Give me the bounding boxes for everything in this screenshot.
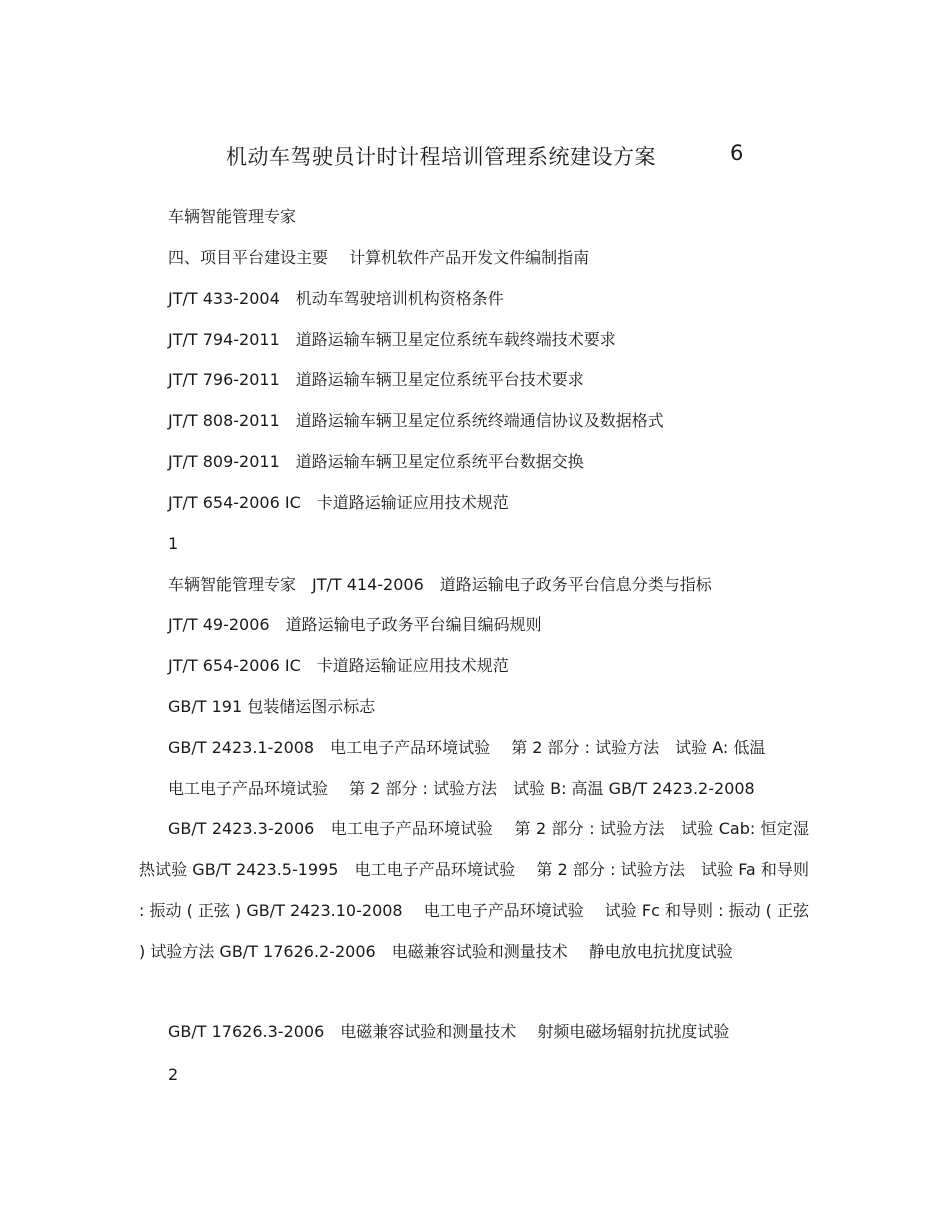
document-title: 机动车驾驶员计时计程培训管理系统建设方案 (226, 145, 656, 169)
page-number: 2 (168, 1065, 179, 1084)
standard-line: GB/T 2423.1-2008 电工电子产品环境试验 第 2 部分 : 试验方法 试验 A: 低温 (168, 738, 766, 757)
standard-line: JT/T 796-2011 道路运输车辆卫星定位系统平台技术要求 (168, 370, 584, 389)
standards-paragraph: GB/T 2423.3-2006 电工电子产品环境试验 第 2 部分 : 试验方法 试验 Cab: 恒定湿热试验 GB/T 2423.5-1995 电工电子产品环境试验 第 2 部分 : 试验方法 试验 Fa 和导则 : 振动 ( 正弦 ) GB/T 2423.10-2008 电工电子产品环境试验 试验 Fc 和导则 : 振动 ( 正弦 ) 试验方法 GB/T 17626.2-2006 电磁兼容试验和测量技术 静电放电抗扰度试验 (139, 819, 809, 961)
chapter-number: 6 (730, 141, 744, 165)
standard-line: JT/T 794-2011 道路运输车辆卫星定位系统车载终端技术要求 (168, 330, 616, 349)
page-number: 1 (168, 534, 179, 553)
section-heading: 四、项目平台建设主要 计算机软件产品开发文件编制指南 (168, 248, 590, 267)
standard-line: JT/T 654-2006 IC 卡道路运输证应用技术规范 (168, 656, 509, 675)
text-line: 车辆智能管理专家 (168, 207, 297, 226)
standard-line: JT/T 654-2006 IC 卡道路运输证应用技术规范 (168, 493, 509, 512)
standard-line: 车辆智能管理专家 JT/T 414-2006 道路运输电子政务平台信息分类与指标 (168, 575, 712, 594)
standard-line: JT/T 49-2006 道路运输电子政务平台编目编码规则 (168, 615, 542, 634)
standard-line: GB/T 191 包装储运图示标志 (168, 697, 376, 716)
standard-line: JT/T 809-2011 道路运输车辆卫星定位系统平台数据交换 (168, 452, 584, 471)
standard-line: JT/T 808-2011 道路运输车辆卫星定位系统终端通信协议及数据格式 (168, 411, 664, 430)
standard-line: JT/T 433-2004 机动车驾驶培训机构资格条件 (168, 289, 504, 308)
standard-line: GB/T 17626.3-2006 电磁兼容试验和测量技术 射频电磁场辐射抗扰度试验 (168, 1022, 730, 1041)
standard-line: 电工电子产品环境试验 第 2 部分 : 试验方法 试验 B: 高温 GB/T 2423.2-2008 (168, 779, 755, 798)
